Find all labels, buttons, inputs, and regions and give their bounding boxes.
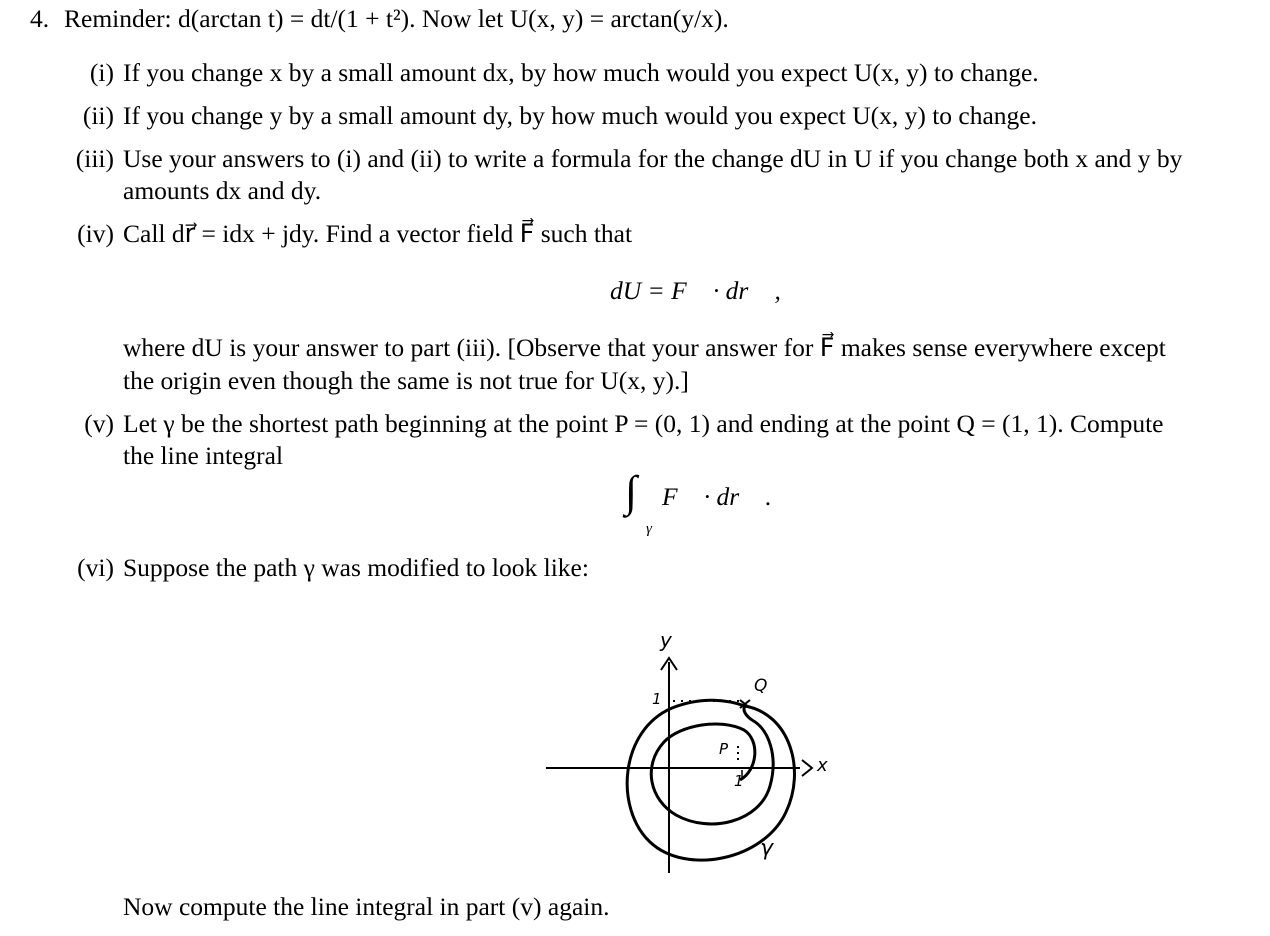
part-vi-text: Suppose the path γ was modified to look like:	[123, 553, 589, 582]
problem-intro: Reminder: d(arctan t) = dt/(1 + t²). Now let U(x, y) = arctan(y/x).	[64, 4, 729, 33]
part-ii-text: If you change y by a small amount dy, by how much would you expect U(x, y) to change.	[123, 101, 1038, 130]
part-i-text: If you change x by a small amount dx, by how much would you expect U(x, y) to change.	[123, 58, 1039, 87]
x-axis-arrowhead	[802, 760, 812, 776]
sketch-one-x: 1	[734, 772, 744, 790]
sketch-p-label: P	[719, 740, 729, 758]
part-v-text-line2: the line integral	[123, 441, 284, 470]
part-vi-label: (vi)	[77, 553, 114, 582]
sketch-x-label: x	[817, 755, 828, 776]
integral-integrand: F⃗ · dr⃗ .	[662, 482, 772, 511]
integral-subscript: γ	[646, 521, 652, 537]
part-vi-closing: Now compute the line integral in part (v) again.	[123, 892, 610, 921]
part-v-label: (v)	[84, 409, 114, 438]
part-iii-text-line1: Use your answers to (i) and (ii) to write a formula for the change dU in U if you change both x and y by	[123, 144, 1183, 173]
part-iv-after-line2: the origin even though the same is not true for U(x, y).]	[123, 366, 689, 395]
part-i-label: (i)	[89, 58, 114, 87]
integral-sign: ∫	[625, 467, 638, 516]
part-iv-text: Call dr⃗ = idx + jdy. Find a vector field F⃗ such that	[123, 219, 633, 248]
part-v-text-line1: Let γ be the shortest path beginning at the point P = (0, 1) and ending at the point Q = (1, 1). Compute	[123, 409, 1164, 438]
part-ii-label: (ii)	[82, 101, 114, 130]
sketch-gamma-label: γ	[760, 836, 774, 861]
part-iv-label: (iv)	[77, 219, 114, 248]
sketch-one-y: 1	[652, 690, 662, 708]
sketch-q-label: Q	[754, 676, 768, 696]
sketch-y-label: y	[660, 628, 672, 652]
part-iii-label: (iii)	[75, 144, 114, 173]
problem-number: 4.	[30, 4, 50, 33]
part-iii-text-line2: amounts dx and dy.	[123, 176, 322, 205]
part-iv-after-line1: where dU is your answer to part (iii). [Observe that your answer for F⃗ makes sense everywhere except	[123, 333, 1166, 362]
part-iv-equation: dU = F⃗ · dr⃗ ,	[610, 276, 781, 305]
